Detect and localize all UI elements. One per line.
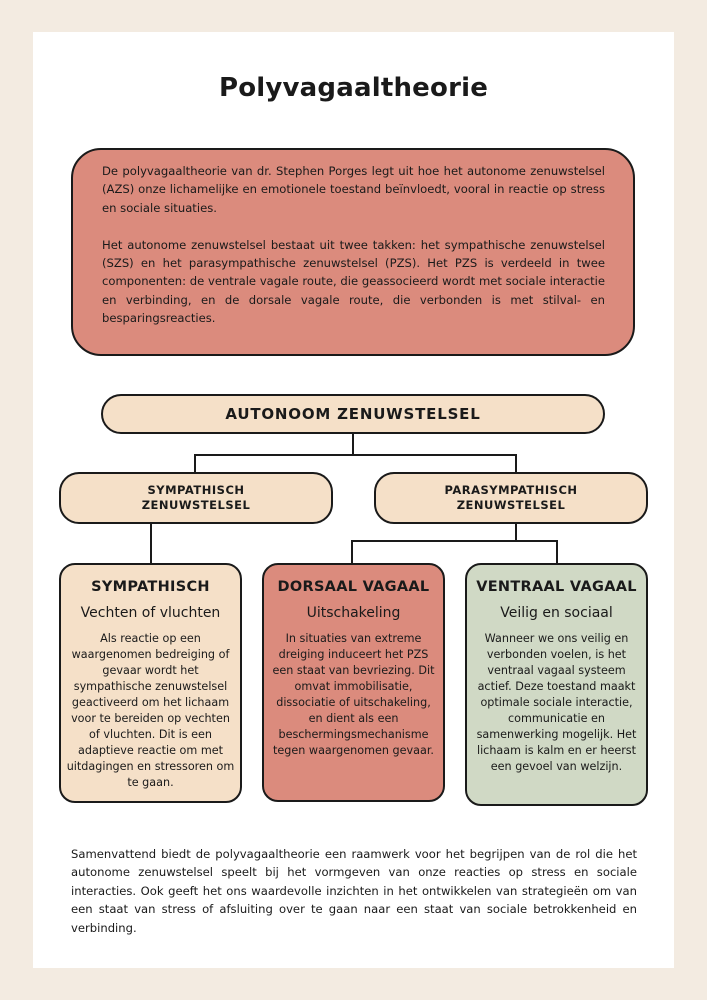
connector-line — [194, 454, 196, 473]
connector-line — [515, 454, 517, 473]
node-label: SYMPATHISCH ZENUWSTELSEL — [141, 483, 251, 512]
node-label: PARASYMPATHISCH ZENUWSTELSEL — [444, 483, 578, 512]
node-sympathisch-zenuwstelsel — [59, 472, 333, 524]
connector-line — [351, 540, 558, 542]
connector-line — [352, 434, 354, 456]
intro-box — [71, 148, 635, 356]
summary-paragraph: Samenvattend biedt de polyvagaaltheorie een raamwerk voor het begrijpen van de rol die het autonome zenuwstelsel speelt bij het vormgeven van onze reacties op stress en sociale interacties. Ook geeft het ons waardevolle inzichten in het ontwikkelen van strategieën om van een staat van stress of afsluiting over te gaan naar een staat van sociale betrokkenheid en verbinding. — [71, 847, 637, 935]
intro-paragraph: Het autonome zenuwstelsel bestaat uit twee takken: het sympathische zenuwstelsel (SZS) en het parasympathische zenuwstelsel (PZS). Het PZS is verdeeld in twee componenten: de ventrale vagale route, die geassocieerd wordt met sociale interactie en verbinding, en de dorsale vagale route, die verbonden is met stilval- en besparingsreacties. — [102, 237, 605, 326]
card-subtitle: Vechten of vluchten — [80, 605, 221, 621]
node-autonoom-zenuwstelsel — [101, 394, 605, 434]
node-parasympathisch-zenuwstelsel — [374, 472, 648, 524]
card-subtitle: Uitschakeling — [306, 605, 401, 621]
connector-line — [194, 454, 517, 456]
connector-line — [556, 540, 558, 564]
card-subtitle: Veilig en sociaal — [500, 605, 613, 621]
card-ventraal-vagaal — [465, 563, 648, 806]
page-title: Polyvagaaltheorie — [218, 73, 489, 103]
card-heading: VENTRAAL VAGAAL — [476, 579, 637, 595]
card-body: In situaties van extreme dreiging induceert het PZS een staat van bevriezing. Dit omvat immobilisatie, dissociatie of uitschakeling, en dient als een beschermingsmechanisme tegen waargenomen gevaar. — [272, 632, 435, 757]
connector-line — [351, 540, 353, 564]
card-sympathisch — [59, 563, 242, 803]
card-dorsaal-vagaal — [262, 563, 445, 802]
card-heading: DORSAAL VAGAAL — [277, 579, 430, 595]
card-body: Wanneer we ons veilig en verbonden voelen, is het ventraal vagaal systeem actief. Deze toestand maakt optimale sociale interactie, communicatie en samenwerking mogelijk. Het lichaam is kalm en er heerst een gevoel van welzijn. — [476, 632, 637, 773]
card-heading: SYMPATHISCH — [91, 579, 210, 595]
node-label: AUTONOOM ZENUWSTELSEL — [225, 405, 481, 423]
connector-line — [150, 524, 152, 564]
intro-paragraph: De polyvagaaltheorie van dr. Stephen Porges legt uit hoe het autonome zenuwstelsel (AZS) onze lichamelijke en emotionele toestand beïnvloedt, vooral in reactie op stress en sociale situaties. — [102, 164, 605, 215]
card-body: Als reactie op een waargenomen bedreiging of gevaar wordt het sympathische zenuwstelsel geactiveerd om het lichaam voor te bereiden op vechten of vluchten. Dit is een adaptieve reactie om met uitdagingen en stressoren om te gaan. — [66, 632, 235, 789]
